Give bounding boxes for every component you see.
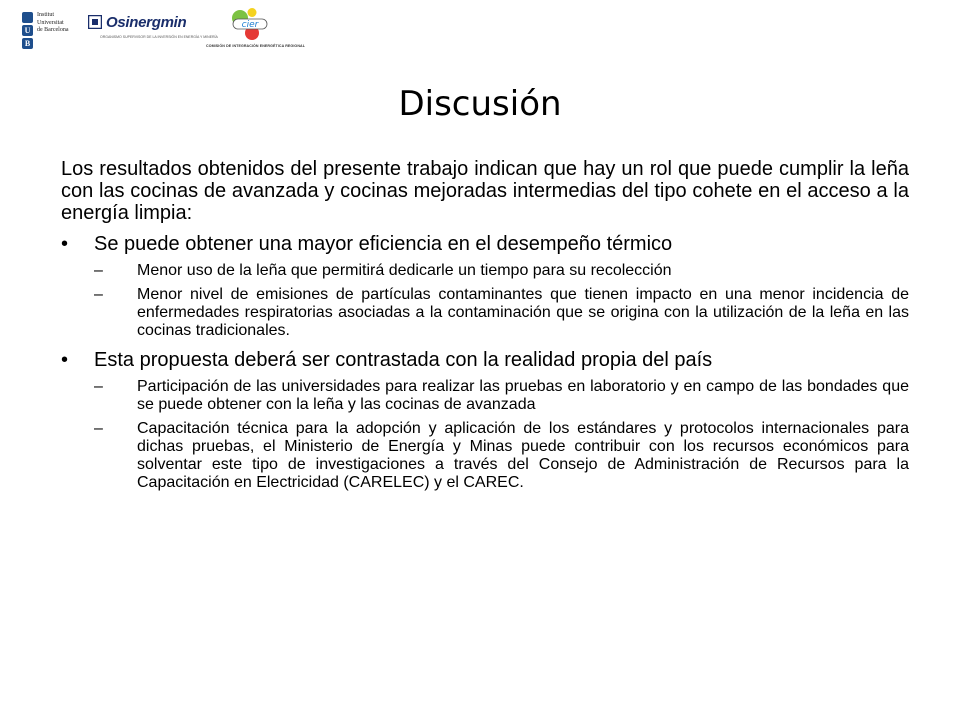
ub-mark-square-b: B bbox=[22, 38, 33, 49]
sub-bullet-item bbox=[94, 378, 909, 414]
slide-body bbox=[61, 158, 909, 500]
osinergmin-logo-subtitle: ORGANISMO SUPERVISOR DE LA INVERSIÓN EN ENERGÍA Y MINERÍA bbox=[100, 35, 218, 39]
dash-marker: – bbox=[94, 262, 103, 279]
ub-mark-icon bbox=[22, 12, 34, 51]
ub-line-3: de Barcelona bbox=[37, 27, 69, 33]
bullet-text: Se puede obtener una mayor eficiencia en el desempeño térmico bbox=[94, 233, 673, 255]
dash-marker: – bbox=[94, 420, 103, 437]
bullet-text: Esta propuesta deberá ser contrastada con la realidad propia del país bbox=[94, 349, 713, 371]
cier-logo-subtitle: COMISIÓN DE INTEGRACIÓN ENERGÉTICA REGIONAL bbox=[206, 44, 306, 48]
cier-logo-name: cier bbox=[241, 20, 259, 30]
sub-bullet-item bbox=[94, 262, 909, 280]
osinergmin-logo bbox=[88, 14, 218, 44]
ub-mark-square-top bbox=[22, 12, 33, 23]
bullet-list bbox=[61, 232, 909, 492]
ub-line-1: Institut bbox=[37, 12, 55, 18]
cier-logo bbox=[206, 8, 316, 50]
slide-title: Discusión bbox=[398, 84, 562, 124]
dash-marker: – bbox=[94, 378, 103, 395]
bullet-item bbox=[61, 348, 909, 492]
sub-bullet-list bbox=[94, 378, 909, 492]
sub-bullet-text: Menor uso de la leña que permitirá dedicarle un tiempo para su recolección bbox=[137, 262, 672, 279]
sub-bullet-text: Capacitación técnica para la adopción y aplicación de los estándares y protocolos internacionales para dichas pruebas, el Ministerio de Energía y Minas puede contribuir con los recursos económicos para solventar este tipo de investigaciones a través del Consejo de Administración de Recursos para la Capacitación en Electricidad (CARELEC) y el CAREC. bbox=[137, 420, 909, 491]
cier-mark-icon bbox=[228, 8, 276, 42]
intro-paragraph: Los resultados obtenidos del presente trabajo indican que hay un rol que puede cumplir la leña con las cocinas de avanzada y cocinas mejoradas intermedias del tipo cohete en el acceso a la energía limpia: bbox=[61, 158, 909, 224]
header-logos bbox=[0, 0, 960, 60]
sub-bullet-item bbox=[94, 286, 909, 340]
ub-mark-square-u: U bbox=[22, 25, 33, 36]
sub-bullet-list bbox=[94, 262, 909, 340]
bullet-item bbox=[61, 232, 909, 340]
universitat-de-barcelona-logo bbox=[22, 12, 78, 50]
ub-line-2: Universitat bbox=[37, 19, 64, 26]
osinergmin-logo-name: Osinergmin bbox=[106, 14, 187, 31]
dash-marker: – bbox=[94, 286, 103, 303]
sub-bullet-text: Menor nivel de emisiones de partículas contaminantes que tienen impacto en una menor incidencia de enfermedades respiratorias asociadas a la contaminación que se origina con la utilización de la leña en las cocinas tradicionales. bbox=[137, 286, 909, 339]
bullet-marker: • bbox=[61, 233, 69, 255]
bullet-marker: • bbox=[61, 349, 69, 371]
sub-bullet-item bbox=[94, 420, 909, 492]
sub-bullet-text: Participación de las universidades para realizar las pruebas en laboratorio y en campo de las bondades que se puede obtener con la leña y las cocinas de avanzada bbox=[137, 378, 909, 413]
ub-logo-text bbox=[37, 12, 68, 35]
osinergmin-mark-icon bbox=[88, 15, 102, 29]
